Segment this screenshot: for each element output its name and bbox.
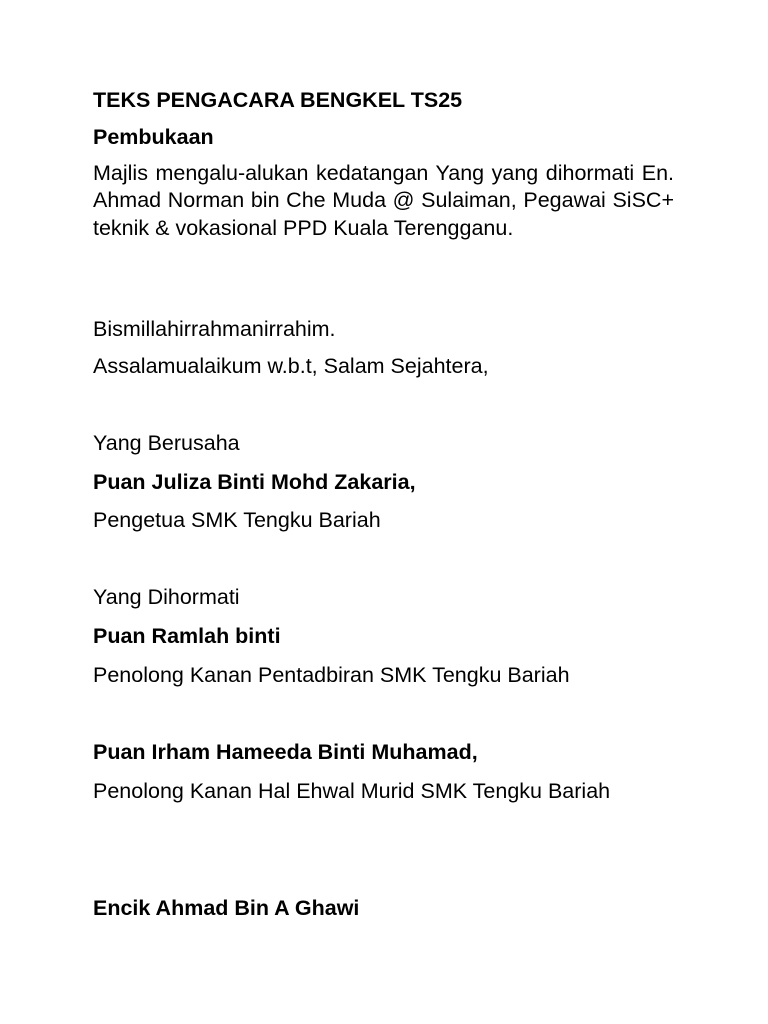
- greeting-4-name: Encik Ahmad Bin A Ghawi: [93, 896, 360, 920]
- greeting-3-name: Puan Irham Hameeda Binti Muhamad,: [93, 740, 478, 764]
- greeting-1-honorific: Yang Berusaha: [93, 431, 240, 455]
- greeting-1-position: Pengetua SMK Tengku Bariah: [93, 508, 381, 532]
- bismillah-text: Bismillahirrahmanirrahim.: [93, 317, 336, 341]
- intro-paragraph: Majlis mengalu-alukan kedatangan Yang yang dihormati En. Ahmad Norman bin Che Muda @ Sulaiman, Pegawai SiSC+ teknik & vokasional PPD Kuala Terengganu.: [93, 161, 674, 240]
- section-heading: Pembukaan: [93, 125, 214, 149]
- greeting-2-name: Puan Ramlah binti: [93, 624, 281, 648]
- salutation-text: Assalamualaikum w.b.t, Salam Sejahtera,: [93, 354, 489, 378]
- greeting-2-honorific: Yang Dihormati: [93, 585, 240, 609]
- document-title: TEKS PENGACARA BENGKEL TS25: [93, 88, 463, 112]
- greeting-2-position: Penolong Kanan Pentadbiran SMK Tengku Bariah: [93, 663, 570, 687]
- greeting-3-position: Penolong Kanan Hal Ehwal Murid SMK Tengku Bariah: [93, 779, 611, 803]
- greeting-1-name: Puan Juliza Binti Mohd Zakaria,: [93, 470, 416, 494]
